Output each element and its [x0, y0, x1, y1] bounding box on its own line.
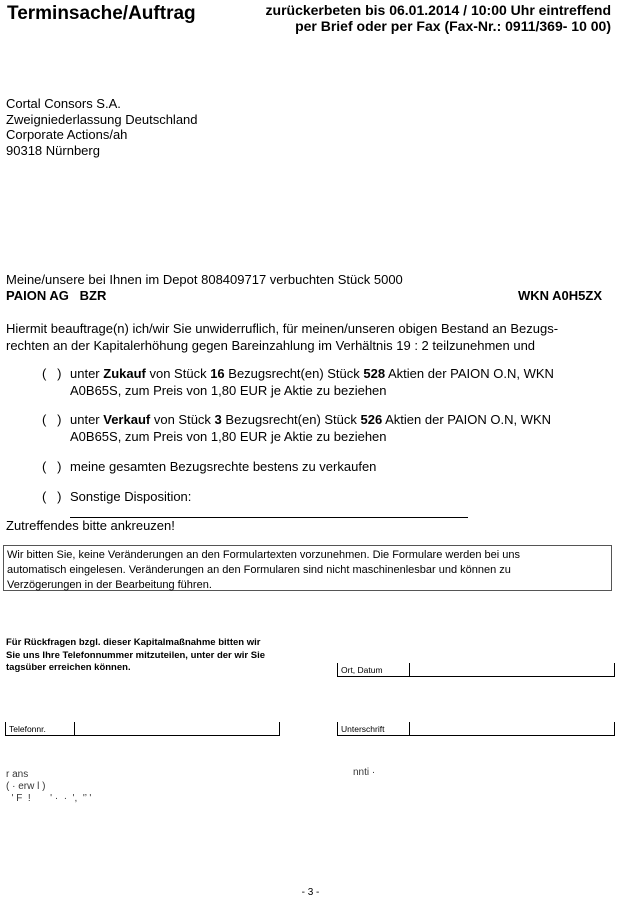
signature-label: Unterschrift [341, 724, 385, 734]
instruction-line-2: rechten an der Kapitalerhöhung gegen Bareinzahlung im Verhältnis 19 : 2 teilzunehmen und [6, 338, 536, 353]
form-title: Terminsache/Auftrag [7, 3, 196, 24]
notice-box [3, 545, 612, 591]
place-date-field[interactable] [337, 663, 615, 677]
page-number: - 3 - [301, 887, 320, 898]
other-disposition-field[interactable] [70, 507, 468, 518]
option-sell-text-2: A0B65S, zum Preis von 1,80 EUR je Aktie zu beziehen [70, 429, 387, 444]
option-sell-all-text: meine gesamten Bezugsrechte bestens zu verkaufen [70, 459, 377, 474]
address-line-1: Cortal Consors S.A. [6, 96, 121, 111]
deadline-line-2: per Brief oder per Fax (Fax-Nr.: 0911/369- 10 00) [295, 18, 611, 34]
address-line-4: 90318 Nürnberg [6, 142, 100, 158]
option-sell-checkbox[interactable]: ( ) [42, 412, 62, 427]
option-sell-text: unter Verkauf von Stück 3 Bezugsrecht(en) Stück 526 Aktien der PAION O.N, WKN [70, 412, 552, 427]
callback-request [6, 637, 306, 675]
callback-line-2: Sie uns Ihre Telefonnummer mitzuteilen, unter der wir Sie [6, 649, 266, 661]
depot-statement: Meine/unsere bei Ihnen im Depot 808409717 verbuchten Stück 5000 [6, 272, 403, 287]
address-line-2: Zweigniederlassung Deutschland [6, 111, 198, 127]
deadline-line-1: zurückerbeten bis 06.01.2014 / 10:00 Uhr eintreffend [265, 2, 611, 18]
option-buy-text-2: A0B65S, zum Preis von 1,80 EUR je Aktie zu beziehen [70, 383, 387, 398]
phone-field[interactable] [5, 722, 280, 736]
option-other-text: Sonstige Disposition: [70, 489, 192, 504]
option-sell-all-checkbox[interactable]: ( ) [42, 459, 62, 474]
security-wkn: WKN A0H5ZX [517, 288, 602, 303]
notice-line-3: Verzögerungen in der Bearbeitung führen. [7, 579, 212, 591]
option-buy[interactable] [42, 365, 582, 399]
phone-label: Telefonnr. [9, 724, 46, 734]
place-date-label: Ort, Datum [341, 665, 383, 675]
signature-field[interactable] [337, 722, 615, 736]
tick-note: Zutreffendes bitte ankreuzen! [6, 518, 175, 533]
faded-text-left: r ans ( · erw l ) ' F ! ' · · ', '’ ' [6, 769, 92, 804]
option-sell-all[interactable] [42, 458, 582, 475]
deadline-notice [266, 2, 611, 34]
callback-line-3: tagsüber erreichen können. [6, 662, 131, 673]
option-other-checkbox[interactable]: ( ) [42, 489, 62, 504]
recipient-address [6, 96, 198, 158]
security-line [6, 288, 602, 303]
address-line-3: Corporate Actions/ah [6, 127, 128, 142]
notice-line-2: automatisch eingelesen. Veränderungen an den Formularen sind nicht maschinenlesbar und können zu [7, 564, 511, 576]
notice-line-1: Wir bitten Sie, keine Veränderungen an den Formulartexten vorzunehmen. Die Formulare werden bei uns [7, 549, 520, 561]
option-other[interactable] [42, 488, 582, 522]
callback-line-1: Für Rückfragen bzgl. dieser Kapitalmaßnahme bitten wir [6, 637, 261, 648]
instruction-line-1: Hiermit beauftrage(n) ich/wir Sie unwiderruflich, für meinen/unseren obigen Bestand an Bezugs- [6, 321, 559, 336]
option-buy-text: unter Zukauf von Stück 16 Bezugsrecht(en) Stück 528 Aktien der PAION O.N, WKN [70, 366, 554, 381]
security-name: PAION AG BZR [6, 288, 107, 303]
option-sell[interactable] [42, 411, 582, 445]
instruction-text [6, 320, 566, 354]
option-buy-checkbox[interactable]: ( ) [42, 366, 62, 381]
faded-text-right: nnti · [353, 767, 376, 778]
